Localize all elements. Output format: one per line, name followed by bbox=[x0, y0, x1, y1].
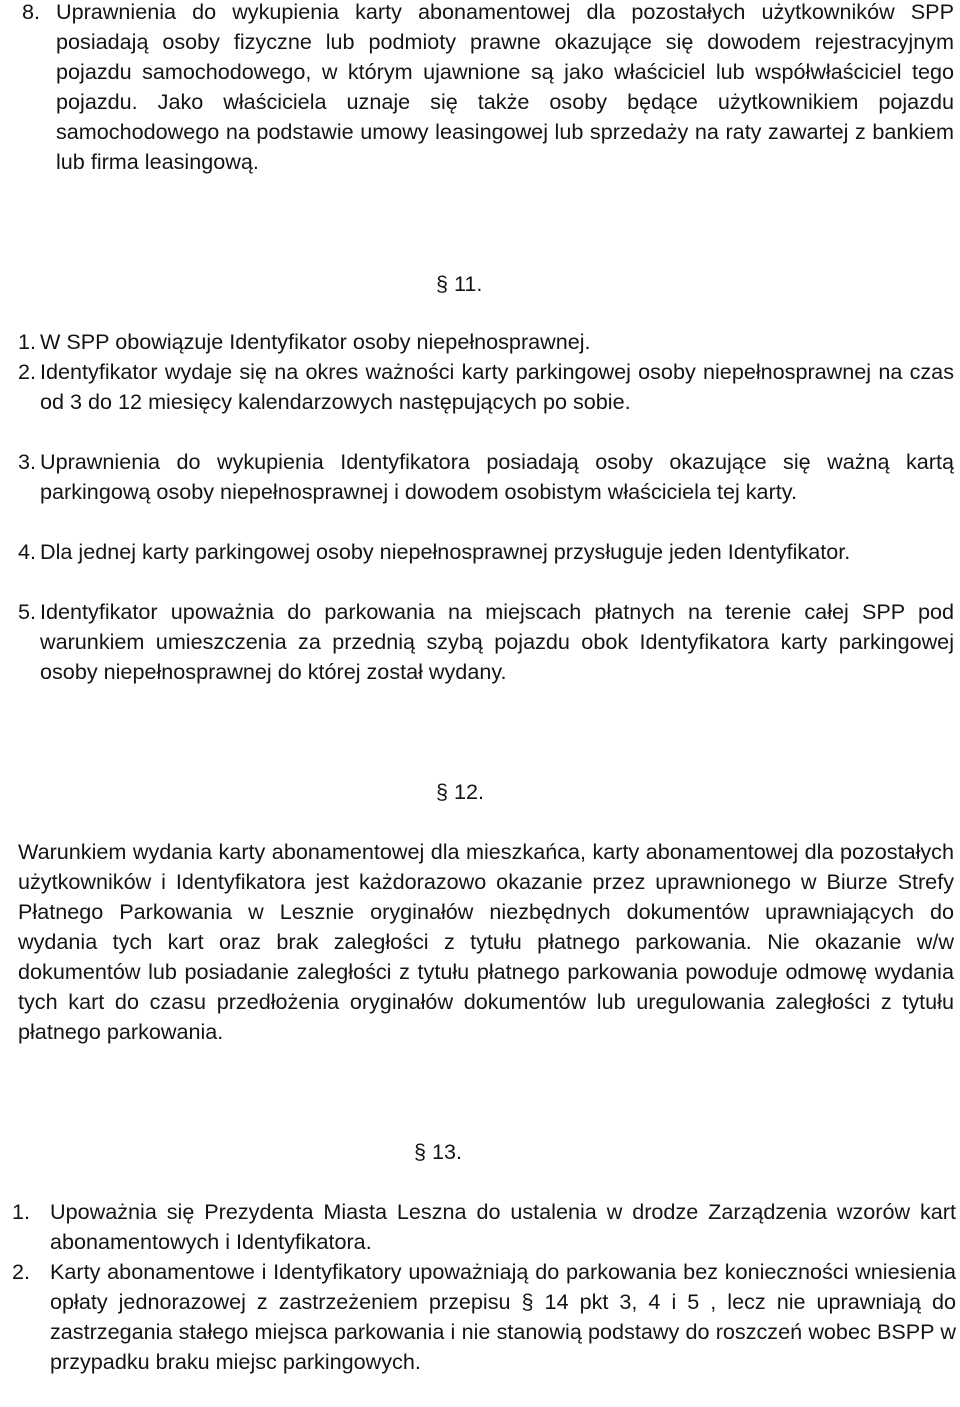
section11-item-3 bbox=[18, 447, 954, 507]
item-number: 8. bbox=[22, 0, 41, 24]
section11-item-1 bbox=[18, 327, 954, 357]
section12-heading: § 12. bbox=[436, 779, 485, 804]
item-number: 3. bbox=[18, 449, 37, 474]
item-number: 5. bbox=[18, 599, 37, 624]
item-number: 4. bbox=[18, 539, 37, 564]
item-text: Identyfikator wydaje się na okres ważności karty parkingowej osoby niepełnosprawnej na czas od 3 do 12 miesięcy kalendarzowych następujących po sobie. bbox=[40, 359, 954, 414]
section11-item-4 bbox=[18, 537, 954, 567]
section11-item-2 bbox=[18, 357, 954, 417]
item-text: Dla jednej karty parkingowej osoby niepełnosprawnej przysługuje jeden Identyfikator. bbox=[40, 539, 851, 564]
item-number: 1. bbox=[18, 329, 37, 354]
item-text: W SPP obowiązuje Identyfikator osoby niepełnosprawnej. bbox=[40, 329, 591, 354]
item-text: Identyfikator upoważnia do parkowania na miejscach płatnych na terenie całej SPP pod warunkiem umieszczenia za przednią szybą pojazdu obok Identyfikatora karty parkingowej osoby niepełnosprawnej do której został wydany. bbox=[40, 599, 954, 684]
item-text: Uprawnienia do wykupienia Identyfikatora posiadają osoby okazujące się ważną kartą parkingową osoby niepełnosprawnej i dowodem osobistym właściciela tej karty. bbox=[40, 449, 954, 504]
section11-heading: § 11. bbox=[436, 271, 483, 296]
section10-item-8 bbox=[22, 0, 954, 177]
item-number: 2. bbox=[18, 359, 37, 384]
section13-item-1 bbox=[12, 1197, 956, 1257]
item-text: Upoważnia się Prezydenta Miasta Leszna do ustalenia w drodze Zarządzenia wzorów kart abonamentowych i Identyfikatora. bbox=[50, 1199, 956, 1254]
section12-paragraph: Warunkiem wydania karty abonamentowej dla mieszkańca, karty abonamentowej dla pozostałych użytkowników i Identyfikatora jest każdorazowo okazanie przez uprawnionego w Biurze Strefy Płatnego Parkowania w Lesznie oryginałów niezbędnych dokumentów uprawniających do wydania tych kart oraz brak zaległości z tytułu płatnego parkowania. Nie okazanie w/w dokumentów lub posiadanie zaległości z tytułu płatnego parkowania powoduje odmowę wydania tych kart do czasu przedłożenia oryginałów dokumentów lub uregulowania zaległości z tytułu płatnego parkowania. bbox=[18, 839, 954, 1044]
item-number: 2. bbox=[12, 1259, 31, 1284]
item-number: 1. bbox=[12, 1199, 31, 1224]
section13-item-2 bbox=[12, 1257, 956, 1377]
item-text: Karty abonamentowe i Identyfikatory upoważniają do parkowania bez konieczności wniesienia opłaty jednorazowej z zastrzeżeniem przepisu § 14 pkt 3, 4 i 5 , lecz nie uprawniają do zastrzegania stałego miejsca parkowania i nie stanowią podstawy do roszczeń wobec BSPP w przypadku braku miejsc parkingowych. bbox=[50, 1259, 956, 1374]
section13-heading: § 13. bbox=[414, 1139, 463, 1164]
section11-item-5 bbox=[18, 597, 954, 687]
item-text: Uprawnienia do wykupienia karty abonamentowej dla pozostałych użytkowników SPP posiadają osoby fizyczne lub podmioty prawne okazujące się dowodem rejestracyjnym pojazdu samochodowego, w którym ujawnione są jako właściciel lub współwłaściciel tego pojazdu. Jako właściciela uznaje się także osoby będące użytkownikiem pojazdu samochodowego na podstawie umowy leasingowej lub sprzedaży na raty zawartej z bankiem lub firma leasingową. bbox=[56, 0, 954, 174]
